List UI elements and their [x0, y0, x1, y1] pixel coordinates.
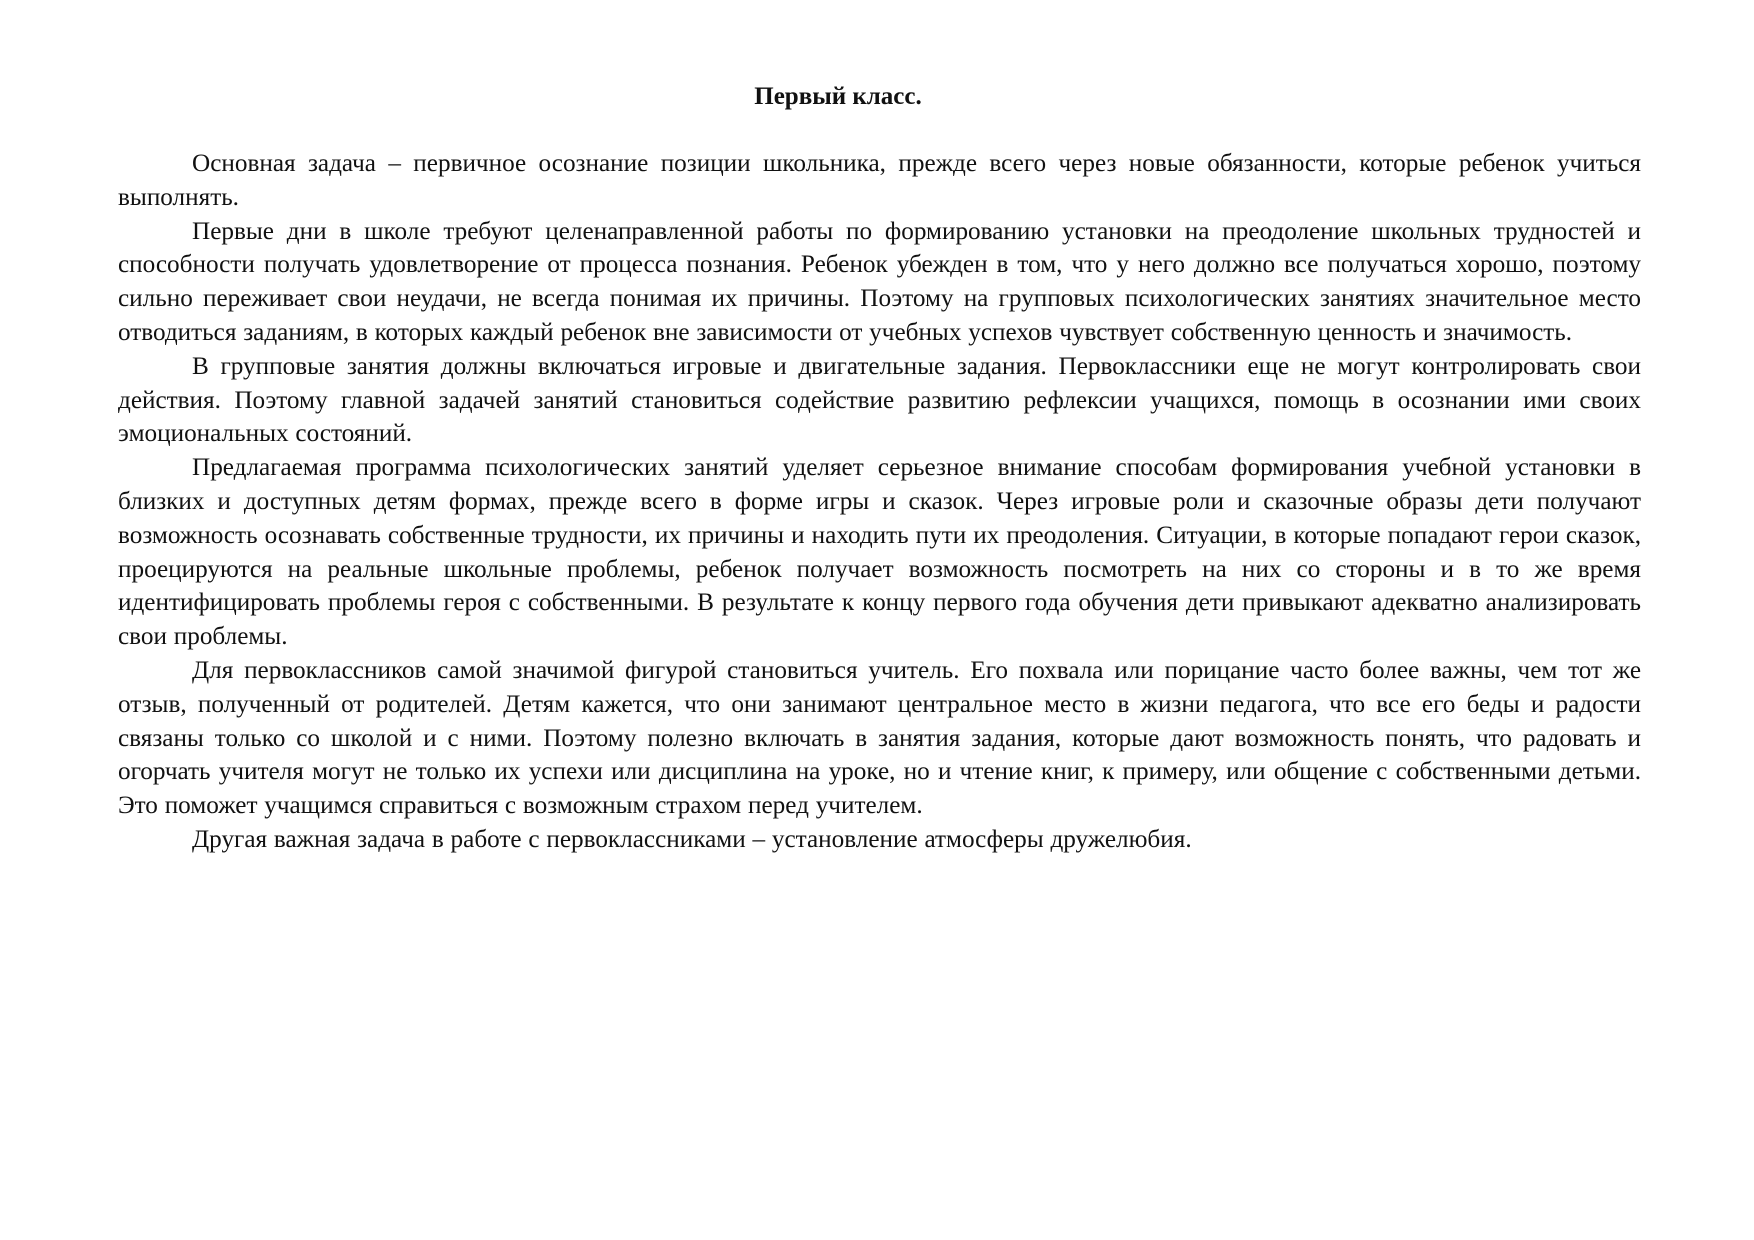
page-title: Первый класс. [754, 83, 922, 110]
paragraph: Другая важная задача в работе с первоклассниками – установление атмосферы дружелюбия. [192, 825, 1192, 853]
document-body [118, 147, 1641, 857]
paragraph: В групповые занятия должны включаться игровые и двигательные задания. Первоклассники еще не могут контролировать свои действия. Поэтому главной задачей занятий становиться содействие развитию рефлексии учащихся, помощь в осознании ими своих эмоциональных состояний. [118, 352, 1641, 448]
paragraph: Предлагаемая программа психологических занятий уделяет серьезное внимание способам формирования учебной установки в близких и доступных детям формах, прежде всего в форме игры и сказок. Через игровые роли и сказочные образы дети получают возможность осознавать собственные трудности, их причины и находить пути их преодоления. Ситуации, в которые попадают герои сказок, проецируются на реальные школьные проблемы, ребенок получает возможность посмотреть на них со стороны и в то же время идентифицировать проблемы героя с собственными. В результате к концу первого года обучения дети привыкают адекватно анализировать свои проблемы. [118, 454, 1641, 651]
paragraph: Основная задача – первичное осознание позиции школьника, прежде всего через новые обязанности, которые ребенок учиться выполнять. [118, 150, 1641, 211]
paragraph: Первые дни в школе требуют целенаправленной работы по формированию установки на преодоление школьных трудностей и способности получать удовлетворение от процесса познания. Ребенок убежден в том, что у него должно все получаться хорошо, поэтому сильно переживает свои неудачи, не всегда понимая их причины. Поэтому на групповых психологических занятиях значительное место отводиться заданиям, в которых каждый ребенок вне зависимости от учебных успехов чувствует собственную ценность и значимость. [118, 217, 1641, 346]
paragraph: Для первоклассников самой значимой фигурой становиться учитель. Его похвала или порицание часто более важны, чем тот же отзыв, полученный от родителей. Детям кажется, что они занимают центральное место в жизни педагога, что все его беды и радости связаны только со школой и с ними. Поэтому полезно включать в занятия задания, которые дают возможность понять, что радовать и огорчать учителя могут не только их успехи или дисциплина на уроке, но и чтение книг, к примеру, или общение с собственными детьми. Это поможет учащимся справиться с возможным страхом перед учителем. [118, 656, 1641, 820]
